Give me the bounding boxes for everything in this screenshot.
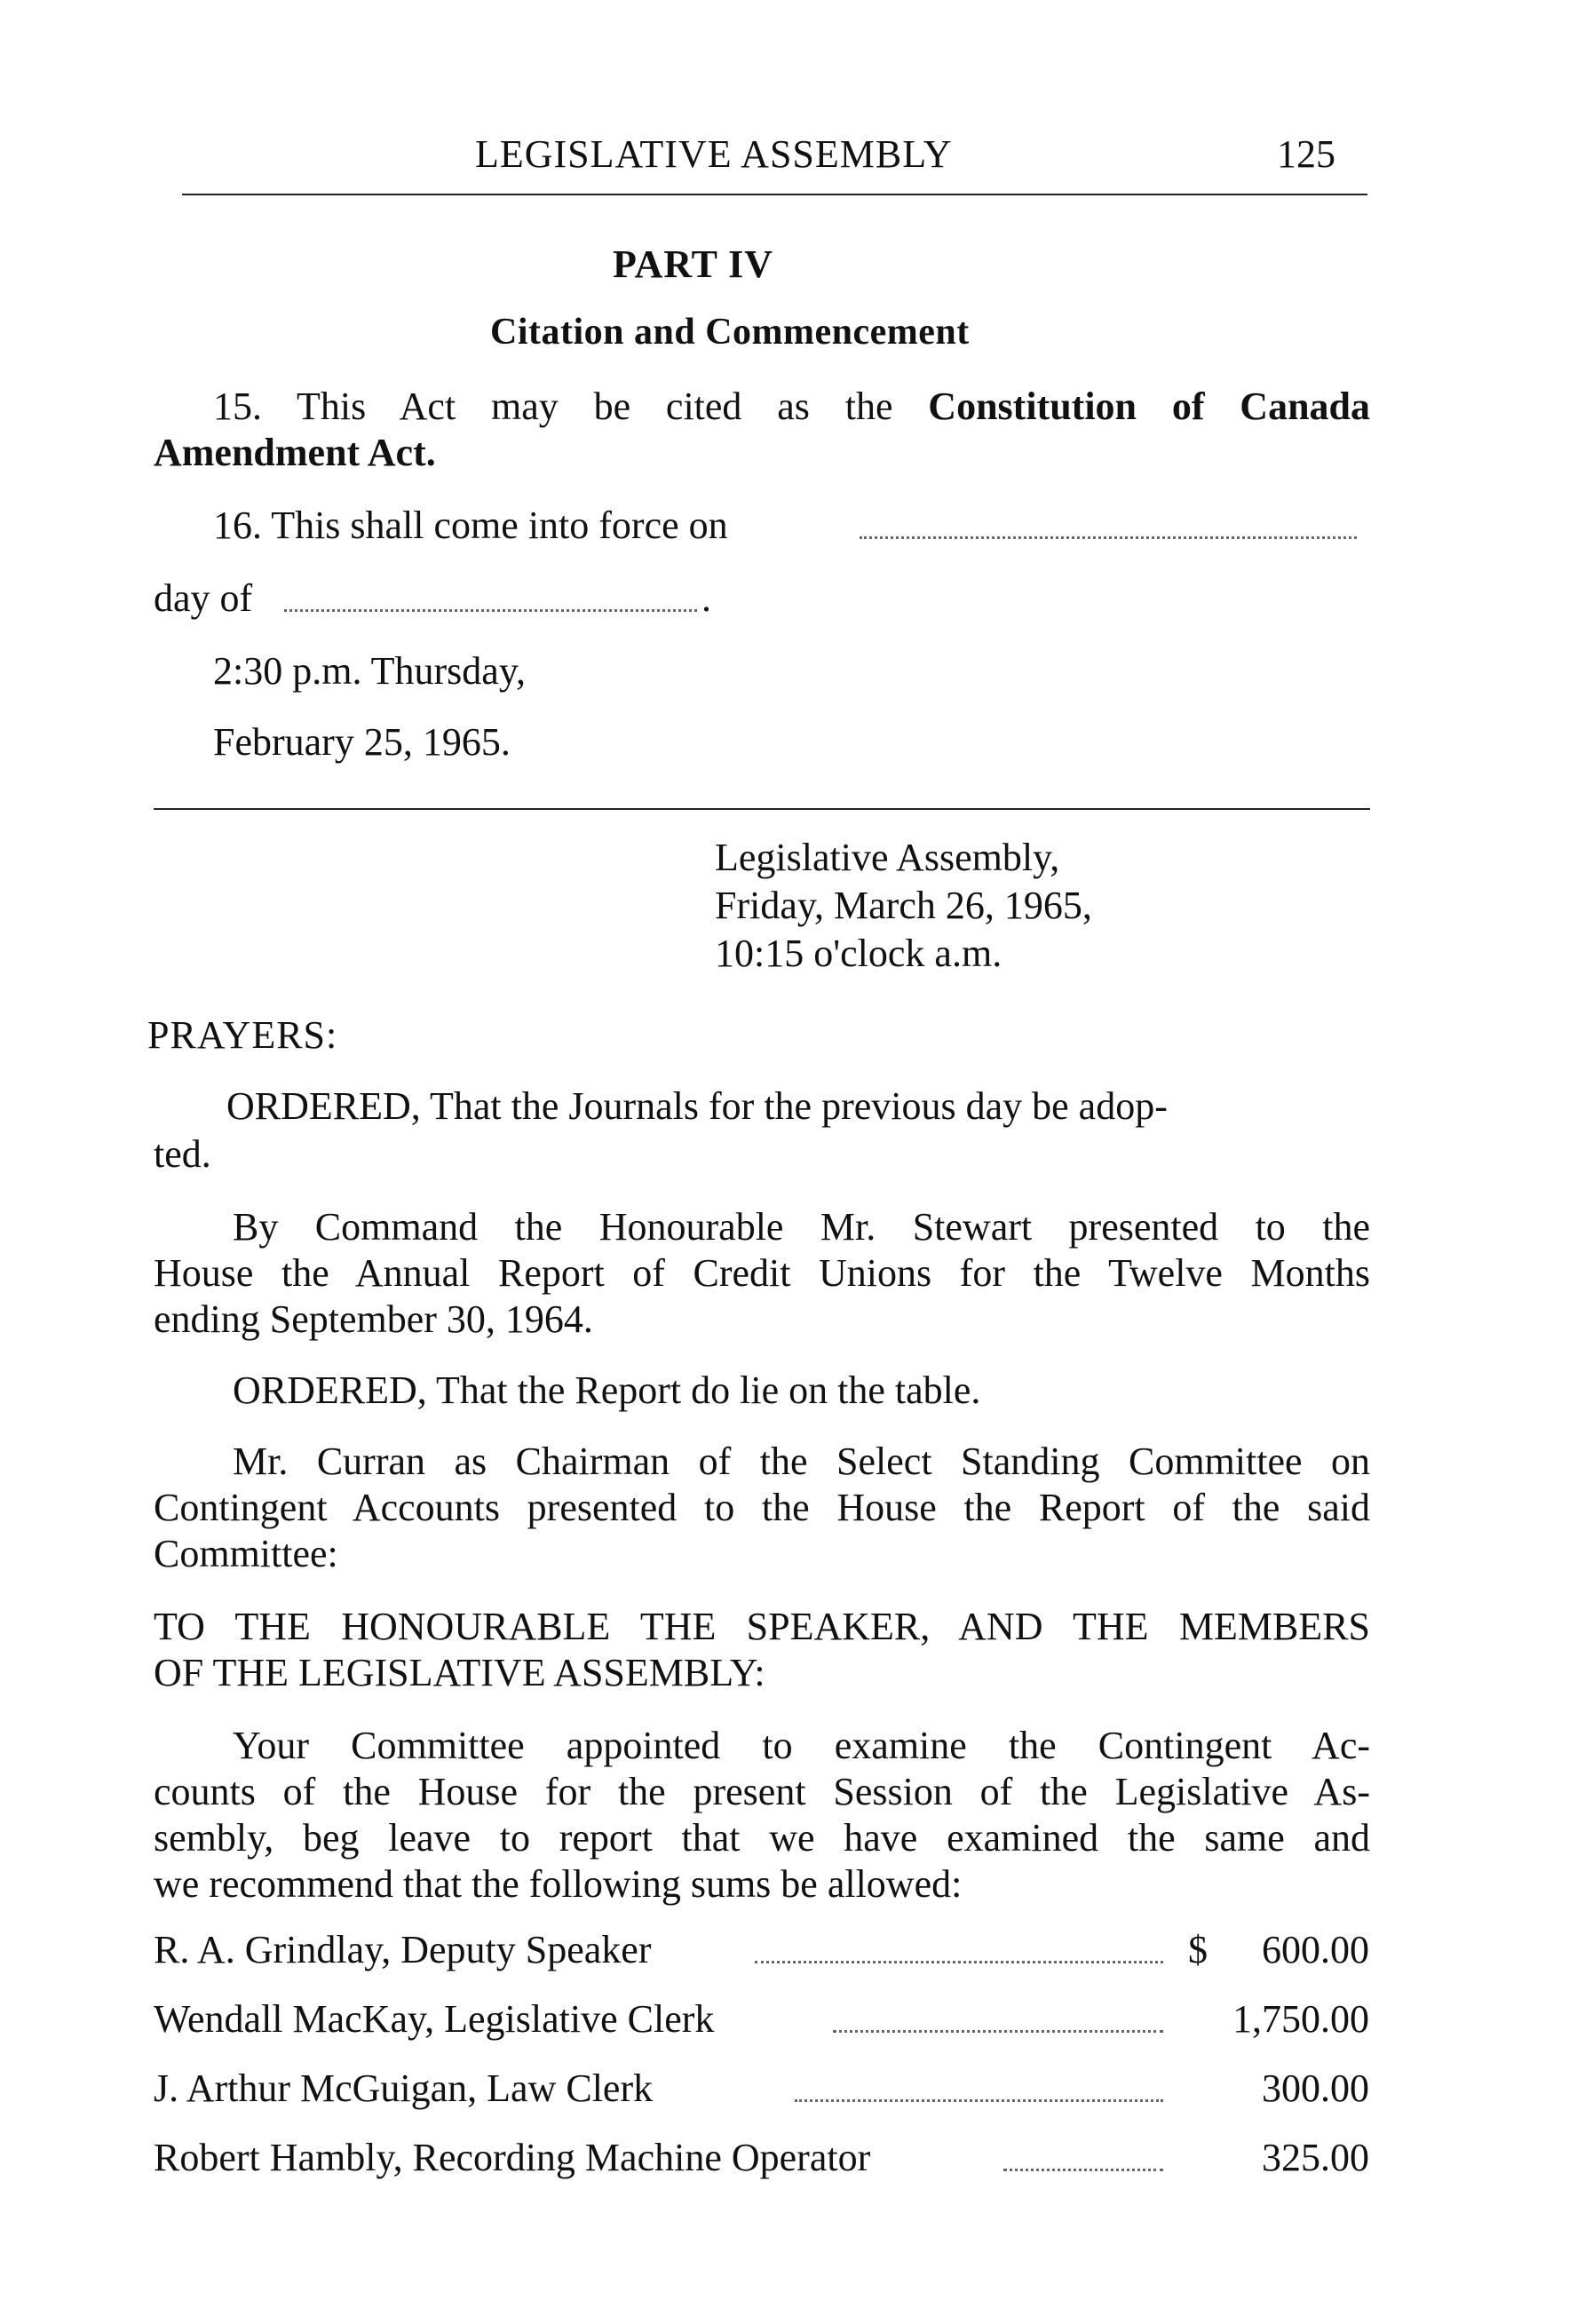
signed-date: February 25, 1965. [213, 720, 511, 764]
sitting-date: Friday, March 26, 1965, [715, 884, 1092, 927]
day-of-period: . [701, 576, 711, 620]
curran-line3: Committee: [154, 1532, 338, 1575]
sum-row-name: Wendall MacKay, Legislative Clerk [154, 1997, 715, 2041]
prayers-heading: PRAYERS: [147, 1013, 338, 1057]
ordered-report: ORDERED, That the Report do lie on the table. [233, 1368, 981, 1412]
stewart-line3: ending September 30, 1964. [154, 1297, 593, 1341]
sum-row-leader [795, 2099, 1163, 2102]
ordered-journals-line1: ORDERED, That the Journals for the previous day be adop- [226, 1084, 1168, 1128]
sum-row-name: Robert Hambly, Recording Machine Operator [154, 2136, 871, 2179]
sum-row-amount: 600.00 [1262, 1928, 1369, 1971]
section-16-text: 16. This shall come into force on [213, 504, 728, 547]
sitting-time: 10:15 o'clock a.m. [715, 932, 1002, 975]
signed-time: 2:30 p.m. Thursday, [213, 649, 526, 693]
curran-line2: Contingent Accounts presented to the House the Report of the said [154, 1486, 1370, 1529]
sum-row-name: J. Arthur McGuigan, Law Clerk [154, 2066, 654, 2110]
sum-row-leader [833, 2030, 1163, 2033]
curran-line1: Mr. Curran as Chairman of the Select Standing Committee on [233, 1440, 1370, 1483]
address-line1: TO THE HONOURABLE THE SPEAKER, AND THE MEMBERS [154, 1605, 1370, 1648]
sum-row-leader [755, 1961, 1163, 1963]
stewart-line2: House the Annual Report of Credit Unions for the Twelve Months [154, 1251, 1370, 1295]
part-heading: PART IV [613, 242, 774, 286]
sum-row-name: R. A. Grindlay, Deputy Speaker [154, 1928, 652, 1971]
stewart-line1: By Command the Honourable Mr. Stewart presented to the [233, 1205, 1370, 1249]
page-number: 125 [1277, 132, 1335, 176]
act-name-continued: Amendment Act. [154, 431, 436, 474]
sum-row-leader [1003, 2169, 1163, 2171]
committee-line1: Your Committee appointed to examine the Contingent Ac- [233, 1724, 1370, 1767]
section-15-number: 15. [213, 385, 262, 428]
currency-symbol: $ [1188, 1928, 1208, 1971]
address-line2: OF THE LEGISLATIVE ASSEMBLY: [154, 1651, 765, 1694]
part-subheading: Citation and Commencement [490, 312, 970, 353]
act-name: Constitution of Canada [928, 385, 1371, 428]
section-separator [154, 808, 1370, 810]
ordered-journals-line2: ted. [154, 1132, 211, 1176]
sum-row-amount: 300.00 [1262, 2066, 1369, 2110]
sum-row-amount: 1,750.00 [1232, 1997, 1369, 2041]
day-of-leader [284, 609, 697, 612]
running-header-title: LEGISLATIVE ASSEMBLY [475, 132, 953, 176]
sitting-place: Legislative Assembly, [715, 836, 1060, 879]
sum-row-amount: 325.00 [1262, 2136, 1369, 2179]
day-of-label: day of [154, 576, 253, 620]
section-16-date-leader [860, 536, 1357, 539]
committee-line4: we recommend that the following sums be allowed: [154, 1862, 963, 1906]
committee-line3: sembly, beg leave to report that we have examined the same and [154, 1816, 1370, 1860]
header-rule [182, 194, 1367, 195]
section-15-line1: 15. This Act may be cited as the Constitution of Canada [213, 385, 1371, 428]
committee-line2: counts of the House for the present Session of the Legislative As- [154, 1770, 1370, 1813]
